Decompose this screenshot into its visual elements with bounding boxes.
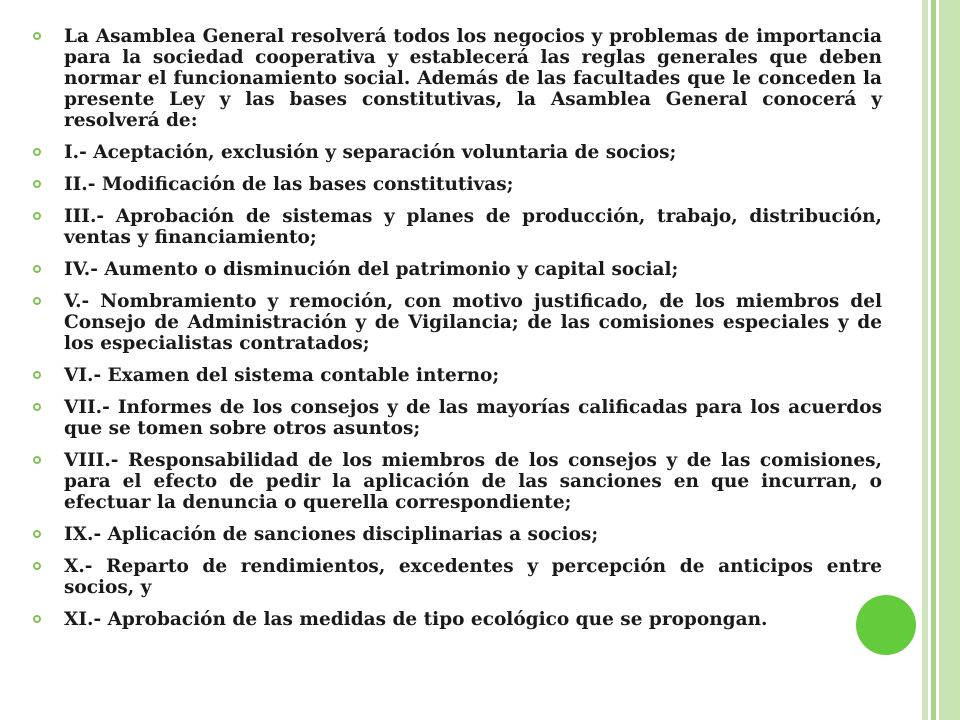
bullet-circle-icon xyxy=(33,265,41,273)
bullet-circle-icon xyxy=(33,615,41,623)
stripe xyxy=(939,0,960,720)
list-item-text: VII.- Informes de los consejos y de las mayorías calificadas para los acuerdos que se tomen sobre otros asuntos; xyxy=(64,397,882,439)
list-item-xi xyxy=(30,609,882,630)
bullet-circle-icon xyxy=(33,456,41,464)
list-item-text: IX.- Aplicación de sanciones disciplinarias a socios; xyxy=(64,524,599,545)
list-item-text: V.- Nombramiento y remoción, con motivo justificado, de los miembros del Consejo de Administración y de Vigilancia; de las comisiones especiales y de los especialistas contratados; xyxy=(64,291,882,354)
list-item-iii xyxy=(30,206,882,248)
list-item-ix xyxy=(30,524,882,545)
green-circle-icon xyxy=(856,595,916,655)
list-item-vi xyxy=(30,365,882,386)
list-item-iv xyxy=(30,259,882,280)
bullet-circle-icon xyxy=(33,530,41,538)
list-item-x xyxy=(30,556,882,598)
bullet-circle-icon xyxy=(33,297,41,305)
list-item-text: VI.- Examen del sistema contable interno; xyxy=(64,365,500,386)
list-item-intro xyxy=(30,26,882,131)
list-item-viii xyxy=(30,450,882,513)
decorative-stripes xyxy=(922,0,960,720)
list-item-text: XI.- Aprobación de las medidas de tipo ecológico que se propongan. xyxy=(64,609,768,630)
bullet-circle-icon xyxy=(33,212,41,220)
list-item-text: III.- Aprobación de sistemas y planes de producción, trabajo, distribución, ventas y financiamiento; xyxy=(64,206,882,248)
list-item-text: VIII.- Responsabilidad de los miembros de los consejos y de las comisiones, para el efecto de pedir la aplicación de las sanciones en que incurran, o efectuar la denuncia o querella correspondiente; xyxy=(64,450,882,513)
bullet-circle-icon xyxy=(33,403,41,411)
list-item-text: I.- Aceptación, exclusión y separación voluntaria de socios; xyxy=(64,142,677,163)
list-item-i xyxy=(30,142,882,163)
bullet-circle-icon xyxy=(33,562,41,570)
bullet-circle-icon xyxy=(33,32,41,40)
bullet-circle-icon xyxy=(33,148,41,156)
list-item-text: IV.- Aumento o disminución del patrimonio y capital social; xyxy=(64,259,679,280)
bullet-circle-icon xyxy=(33,180,41,188)
list-item-text: II.- Modificación de las bases constitutivas; xyxy=(64,174,514,195)
list-item-ii xyxy=(30,174,882,195)
list-item-text: La Asamblea General resolverá todos los negocios y problemas de importancia para la sociedad cooperativa y establecerá las reglas generales que deben normar el funcionamiento social. Además de las facultades que le conceden la presente Ley y las bases constitutivas, la Asamblea General conocerá y resolverá de: xyxy=(64,26,882,131)
list-item-v xyxy=(30,291,882,354)
bullet-list xyxy=(30,26,882,641)
list-item-text: X.- Reparto de rendimientos, excedentes y percepción de anticipos entre socios, y xyxy=(64,556,882,598)
bullet-circle-icon xyxy=(33,371,41,379)
list-item-vii xyxy=(30,397,882,439)
